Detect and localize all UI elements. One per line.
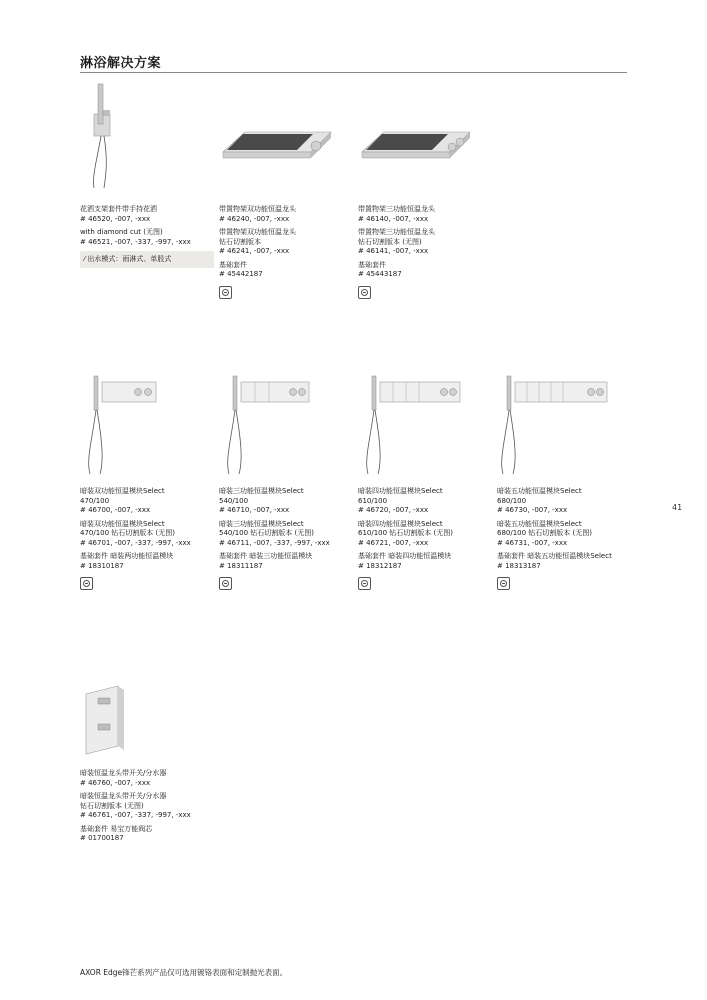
product-size: 470/100 bbox=[80, 496, 110, 505]
variant-name-suffix: 610/100 钻石切割版本 (无图) bbox=[358, 529, 453, 537]
variant-number: # 46761, -007, -337, -997, -xxx bbox=[80, 811, 191, 819]
base-set-number: # 01700187 bbox=[80, 834, 124, 842]
variant-number: # 46241, -007, -xxx bbox=[219, 247, 290, 255]
page-number: 41 bbox=[672, 503, 683, 512]
base-set-number: # 18311187 bbox=[219, 561, 263, 570]
variant-name: 暗装四功能恒温模块Select bbox=[358, 519, 443, 528]
product-number: # 46710, -007, -xxx bbox=[219, 506, 290, 514]
product-name: 暗装恒温龙头带开关/分水器 bbox=[80, 769, 167, 777]
module-3-image bbox=[219, 370, 351, 480]
variant-name: 带置物架三功能恒温龙头 bbox=[358, 228, 435, 236]
shelf-thermostat-3-text bbox=[358, 205, 492, 302]
feature-box: ⁄ 出水模式：雨淋式、单股式 bbox=[80, 251, 214, 268]
variant-number: # 46701, -007, -337, -997, -xxx bbox=[80, 538, 191, 547]
holder-set-text bbox=[80, 205, 214, 268]
variant-number: # 46521, -007, -337, -997, -xxx bbox=[80, 237, 191, 246]
product-name: 暗装双功能恒温模块Select bbox=[80, 487, 165, 495]
base-set-number: # 18313187 bbox=[497, 561, 541, 570]
module-4-image bbox=[358, 370, 490, 480]
product-number: # 46730, -007, -xxx bbox=[497, 506, 568, 514]
variant-name: 暗装双功能恒温模块Select bbox=[80, 519, 165, 528]
variant-number: # 46141, -007, -xxx bbox=[358, 247, 429, 255]
base-set-number: # 18310187 bbox=[80, 561, 124, 570]
variant-name: 带置物架双功能恒温龙头 bbox=[219, 228, 296, 236]
product-name: 花洒支架套件带手持花洒 bbox=[80, 205, 157, 213]
module-4-text bbox=[358, 487, 492, 594]
module-5-text bbox=[497, 487, 631, 594]
module-3-text bbox=[219, 487, 353, 594]
product-number: # 46140, -007, -xxx bbox=[358, 214, 429, 223]
base-set-name: 基础套件 暗装五功能恒温模块Select bbox=[497, 552, 612, 560]
variant-number: # 46731, -007, -xxx bbox=[497, 538, 568, 547]
base-set-number: # 45442187 bbox=[219, 270, 263, 278]
product-number: # 46520, -007, -xxx bbox=[80, 214, 151, 223]
product-size: 540/100 bbox=[219, 496, 249, 505]
holder-set-image bbox=[80, 80, 212, 195]
base-set-name: 基础套件 bbox=[358, 260, 386, 269]
variant-number: # 46711, -007, -337, -997, -xxx bbox=[219, 538, 330, 547]
variant-name-suffix: 540/100 钻石切割版本 (无图) bbox=[219, 529, 314, 537]
product-name: 带置物架双功能恒温龙头 bbox=[219, 205, 296, 213]
product-number: # 46760, -007, -xxx bbox=[80, 778, 151, 787]
title-divider bbox=[80, 72, 627, 73]
product-number: # 46720, -007, -xxx bbox=[358, 506, 429, 514]
installation-symbol-icon bbox=[219, 286, 232, 299]
variant-name-suffix: 680/100 钻石切割版本 (无图) bbox=[497, 529, 592, 537]
product-name: 暗装三功能恒温模块Select bbox=[219, 487, 304, 495]
variant-name-suffix: 钻石切割版本 bbox=[219, 237, 261, 246]
installation-symbol-icon bbox=[358, 286, 371, 299]
installation-symbol-icon bbox=[80, 577, 93, 590]
page-title: 淋浴解决方案 bbox=[80, 56, 162, 71]
product-name: 带置物架三功能恒温龙头 bbox=[358, 205, 435, 213]
variant-name: with diamond cut (无图) bbox=[80, 228, 163, 236]
base-set-name: 基础套件 暗装两功能恒温模块 bbox=[80, 552, 174, 560]
variant-number: # 46721, -007, -xxx bbox=[358, 538, 429, 547]
product-size: 680/100 bbox=[497, 496, 527, 505]
variant-name-suffix: 钻石切割版本 (无图) bbox=[358, 237, 422, 246]
variant-name: 暗装恒温龙头带开关/分水器 bbox=[80, 792, 167, 800]
module-5-image bbox=[497, 370, 629, 480]
module-2-text bbox=[80, 487, 214, 594]
installation-symbol-icon bbox=[219, 577, 232, 590]
product-size: 610/100 bbox=[358, 496, 388, 505]
module-2-image bbox=[80, 370, 212, 480]
base-set-name: 基础套件 暗装四功能恒温模块 bbox=[358, 552, 452, 560]
installation-symbol-icon bbox=[497, 577, 510, 590]
product-name: 暗装四功能恒温模块Select bbox=[358, 487, 443, 495]
base-set-number: # 18312187 bbox=[358, 561, 402, 570]
base-set-name: 基础套件 易宝万能阀芯 bbox=[80, 824, 153, 833]
variant-name-suffix: 钻石切割版本 (无图) bbox=[80, 801, 144, 810]
product-number: # 46700, -007, -xxx bbox=[80, 506, 151, 514]
concealed-thermostat-image bbox=[80, 680, 212, 760]
base-set-name: 基础套件 bbox=[219, 260, 247, 269]
variant-name: 暗装三功能恒温模块Select bbox=[219, 519, 304, 528]
product-name: 暗装五功能恒温模块Select bbox=[497, 487, 582, 495]
product-number: # 46240, -007, -xxx bbox=[219, 214, 290, 223]
base-set-number: # 45443187 bbox=[358, 270, 402, 278]
shelf-thermostat-2-image bbox=[219, 80, 351, 195]
concealed-thermostat-text bbox=[80, 769, 214, 844]
variant-name-suffix: 470/100 钻石切割版本 (无图) bbox=[80, 529, 175, 537]
shelf-thermostat-2-text bbox=[219, 205, 353, 302]
installation-symbol-icon bbox=[358, 577, 371, 590]
shelf-thermostat-3-image bbox=[358, 80, 490, 195]
variant-name: 暗装五功能恒温模块Select bbox=[497, 519, 582, 528]
base-set-name: 基础套件 暗装三功能恒温模块 bbox=[219, 552, 313, 560]
footer-note: AXOR Edge锋芒系列产品仅可选用镀铬表面和定制抛光表面。 bbox=[80, 968, 288, 977]
